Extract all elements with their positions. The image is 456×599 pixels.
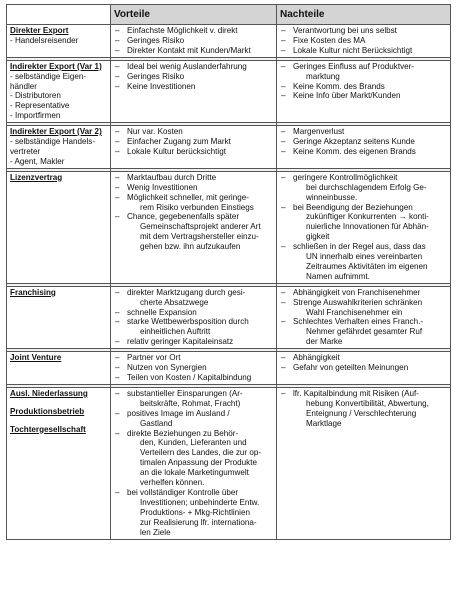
list-item-text: – starke Wettbewerbsposition durch — [127, 317, 249, 327]
list-item-text: – Möglichkeit schneller, mit geringe- — [127, 192, 249, 202]
list-item-text-cont: Namen aufnimmt. — [306, 271, 370, 281]
disadvantages-cell — [277, 60, 451, 122]
list-item-text: – Marktaufbau durch Dritte — [127, 172, 217, 182]
category-detail: - Handelsreisender — [10, 35, 79, 45]
list-item-text-cont: gigkeit — [306, 232, 330, 242]
category-detail: - Representative — [10, 101, 70, 111]
table-row — [7, 25, 451, 58]
category-title: Produktionsbetrieb — [10, 406, 85, 416]
disadvantages-cell — [277, 126, 451, 169]
disadvantages-list — [280, 173, 447, 282]
list-item-text-cont: Gastland — [140, 418, 173, 428]
disadvantages-list — [280, 353, 447, 373]
advantages-cell — [111, 352, 277, 385]
list-item-text: – Partner vor Ort — [127, 353, 181, 363]
list-item-text-cont: zur Realisierung lfr. internationa- — [140, 517, 257, 527]
list-item — [280, 203, 447, 243]
disadvantages-cell — [277, 286, 451, 348]
category-detail: vertreter — [10, 146, 41, 156]
list-item — [280, 82, 447, 92]
list-item-text: – Geringe Akzeptanz seitens Kunde — [293, 137, 415, 147]
category-title: Tochtergesellschaft — [10, 424, 86, 434]
header-disadvantages: Nachteile — [277, 5, 451, 25]
list-item — [280, 62, 447, 82]
list-item — [114, 82, 273, 92]
list-item-text-cont: len Ziele — [140, 527, 171, 537]
list-item — [114, 308, 273, 318]
list-item — [114, 173, 273, 183]
list-item-text-cont: Investitionen; unbehinderte Entw. — [140, 497, 260, 507]
list-item-text-cont: mit dem Vertragshersteller einzu- — [140, 232, 259, 242]
list-item-text: – Fixe Kosten des MA — [293, 35, 366, 45]
list-item-text: – substantieller Einsparungen (Ar- — [127, 388, 243, 398]
list-item-text: – schließen in der Regel aus, dass das — [293, 242, 426, 252]
list-item-text: – Lokale Kultur berücksichtigt — [127, 146, 226, 156]
list-item-text: – Chance, gegebenenfalls später — [127, 212, 240, 222]
list-item — [280, 173, 447, 203]
list-item-text: – Schlechtes Verhalten eines Franch.- — [293, 317, 424, 327]
disadvantages-list — [280, 288, 447, 347]
list-item-text: – direkte Beziehungen zu Behör- — [127, 428, 239, 438]
list-item — [114, 288, 273, 308]
list-item-text-cont: der Marke — [306, 337, 343, 347]
disadvantages-cell — [277, 25, 451, 58]
list-item — [280, 298, 447, 318]
advantages-cell — [111, 25, 277, 58]
list-item — [114, 26, 273, 36]
advantages-cell — [111, 126, 277, 169]
list-item-text: – positives Image im Ausland / — [127, 408, 230, 418]
disadvantages-cell — [277, 352, 451, 385]
table-row — [7, 126, 451, 169]
list-item-text-cont: gehen bzw. ihn aufzukaufen — [140, 242, 241, 252]
category-cell — [7, 60, 111, 122]
advantages-list — [114, 353, 273, 383]
list-item-text-cont: Nehmer gefährdet gesamter Ruf — [306, 327, 423, 337]
list-item-text-cont: an die lokale Marketingumwelt — [140, 468, 249, 478]
category-cell — [7, 387, 111, 539]
list-item — [114, 337, 273, 347]
list-item — [280, 147, 447, 157]
table-row — [7, 171, 451, 283]
list-item-text-cont: Gemeinschaftsprojekt anderer Art — [140, 222, 261, 232]
list-item-text: – Geringes Risiko — [127, 71, 185, 81]
category-detail: - Distributoren — [10, 91, 61, 101]
list-item — [114, 409, 273, 429]
list-item-text: – lfr. Kapitalbindung mit Risiken (Auf- — [293, 388, 419, 398]
list-item-text: – schnelle Expansion — [127, 307, 197, 317]
header-advantages: Vorteile — [111, 5, 277, 25]
list-item-text: – Lokale Kultur nicht Berücksichtigt — [293, 45, 413, 55]
list-item — [114, 46, 273, 56]
list-item — [280, 389, 447, 429]
category-detail: - Importfirmen — [10, 111, 61, 121]
list-item-text: – direkter Marktzugang durch gesi- — [127, 287, 246, 297]
advantages-list — [114, 173, 273, 252]
category-cell — [7, 286, 111, 348]
list-item — [280, 242, 447, 282]
header-empty-cell — [7, 5, 111, 25]
list-item-text: – Nutzen von Synergien — [127, 363, 207, 373]
list-item-text: – Ideal bei wenig Auslanderfahrung — [127, 61, 247, 71]
category-title: Ausl. Niederlassung — [10, 388, 88, 398]
list-item-text-cont: zukünftiger Konkurrenten → konti- — [306, 212, 429, 222]
list-item — [114, 147, 273, 157]
advantages-cell — [111, 387, 277, 539]
advantages-list — [114, 389, 273, 538]
list-item-text: – Gefahr von geteilten Meinungen — [293, 363, 409, 373]
table-body — [7, 25, 451, 540]
list-item-text-cont: bei durchschlagendem Erfolg Ge- — [306, 182, 427, 192]
category-detail: händler — [10, 81, 38, 91]
disadvantages-cell — [277, 171, 451, 283]
comparison-table — [6, 4, 451, 540]
advantages-cell — [111, 60, 277, 122]
list-item — [280, 363, 447, 373]
list-item-text-cont: cherte Absatzwege — [140, 297, 209, 307]
list-item-text: – Direkter Kontakt mit Kunden/Markt — [127, 45, 251, 55]
list-item-text-cont: hebung Konvertibilität, Abwertung, — [306, 398, 429, 408]
list-item — [280, 353, 447, 363]
category-title: Direkter Export — [10, 26, 69, 35]
category-cell — [7, 126, 111, 169]
list-item-text: – Abhängigkeit von Franchisenehmer — [293, 287, 421, 297]
table-row — [7, 352, 451, 385]
table-row — [7, 286, 451, 348]
advantages-list — [114, 62, 273, 92]
list-item-text: – Wenig Investitionen — [127, 182, 198, 192]
list-item — [114, 72, 273, 82]
list-item — [280, 36, 447, 46]
list-item-text: – Keine Info über Markt/Kunden — [293, 91, 401, 101]
advantages-cell — [111, 171, 277, 283]
list-item — [114, 389, 273, 409]
category-detail: - Agent, Makler — [10, 156, 65, 166]
list-item-text: – Margenverlust — [293, 127, 345, 137]
list-item-text-cont: nuierliche Innovationen für Abhän- — [306, 222, 429, 232]
list-item — [114, 429, 273, 488]
list-item-text: – Geringes Einfluss auf Produktver- — [293, 61, 415, 71]
list-item-text-cont: winneinbusse. — [306, 192, 358, 202]
advantages-list — [114, 288, 273, 347]
list-item-text-cont: einheitlichen Auftritt — [140, 327, 211, 337]
list-item-text: – Geringes Risiko — [127, 35, 185, 45]
list-item — [280, 317, 447, 347]
list-item — [280, 288, 447, 298]
list-item-text: – bei Beendigung der Beziehungen — [293, 202, 413, 212]
list-item — [114, 212, 273, 252]
list-item-text-cont: marktung — [306, 71, 340, 81]
list-item-text: – bei vollständiger Kontrolle über — [127, 487, 239, 497]
list-item — [114, 36, 273, 46]
category-title: Indirekter Export (Var 1) — [10, 61, 102, 71]
category-title: Indirekter Export (Var 2) — [10, 127, 102, 137]
list-item-text: – Teilen von Kosten / Kapitalbindung — [127, 373, 252, 382]
list-item — [114, 353, 273, 363]
advantages-list — [114, 26, 273, 56]
list-item — [114, 193, 273, 213]
comparison-document — [6, 4, 450, 540]
list-item — [280, 46, 447, 56]
list-item — [114, 62, 273, 72]
list-item — [114, 127, 273, 137]
list-item-text: – relativ geringer Kapitaleinsatz — [127, 337, 234, 347]
list-item — [280, 127, 447, 137]
list-item-text-cont: rem Risiko verbunden Einstiegs — [140, 202, 254, 212]
list-item-text: – Keine Investitionen — [127, 81, 196, 91]
list-item — [114, 363, 273, 373]
disadvantages-cell — [277, 387, 451, 539]
list-item-text-cont: Zeitraumes Aktivitäten im eigenen — [306, 261, 428, 271]
advantages-list — [114, 127, 273, 157]
list-item-text: – Strenge Auswahlkriterien schränken — [293, 297, 423, 307]
disadvantages-list — [280, 389, 447, 429]
category-title: Lizenzvertrag — [10, 172, 63, 182]
list-item-text-cont: Produktions- + Mkg-Richtlinien — [140, 507, 250, 517]
list-item-text: – Nur var. Kosten — [127, 127, 183, 137]
category-cell — [7, 25, 111, 58]
category-cell — [7, 171, 111, 283]
advantages-cell — [111, 286, 277, 348]
list-item-text: – Keine Komm. des eigenen Brands — [293, 146, 416, 156]
list-item-text-cont: Enteignung / Verschlechterung — [306, 408, 417, 418]
list-item-text-cont: UN innerhalb eines vereinbarten — [306, 252, 423, 262]
category-detail: - selbständige Handels- — [10, 137, 96, 147]
list-item-text-cont: den, Kunden, Lieferanten und — [140, 438, 247, 448]
table-row — [7, 60, 451, 122]
list-item-text-cont: timalen Anpassung der Produkte — [140, 458, 257, 468]
list-item — [280, 26, 447, 36]
list-item-text-cont: Verteilern des Landes, die zur op- — [140, 448, 262, 458]
category-detail: - selbständige Eigen- — [10, 71, 87, 81]
list-item-text: – Einfacher Zugang zum Markt — [127, 137, 231, 147]
disadvantages-list — [280, 127, 447, 157]
list-item — [114, 137, 273, 147]
list-item-text: – Verantwortung bei uns selbst — [293, 26, 397, 35]
list-item-text: – Keine Komm. des Brands — [293, 81, 385, 91]
list-item-text-cont: verhelfen können. — [140, 478, 205, 488]
list-item — [114, 317, 273, 337]
list-item — [114, 373, 273, 383]
list-item-text: – geringere Kontrollmöglichkeit — [293, 172, 398, 182]
list-item-text: – Abhängigkeit — [293, 353, 340, 363]
table-row — [7, 387, 451, 539]
list-item — [114, 183, 273, 193]
category-cell — [7, 352, 111, 385]
category-title: Joint Venture — [10, 353, 62, 363]
list-item — [280, 91, 447, 101]
category-title: Franchising — [10, 287, 56, 297]
disadvantages-list — [280, 26, 447, 56]
list-item — [280, 137, 447, 147]
list-item-text-cont: beitskräfte, Rohmat, Fracht) — [140, 398, 241, 408]
list-item-text: – Einfachste Möglichkeit v. direkt — [127, 26, 238, 35]
list-item — [114, 488, 273, 538]
table-header-row — [7, 5, 451, 25]
disadvantages-list — [280, 62, 447, 102]
list-item-text-cont: Marktlage — [306, 418, 342, 428]
list-item-text-cont: Wahl Franchisenehmer ein — [306, 307, 403, 317]
